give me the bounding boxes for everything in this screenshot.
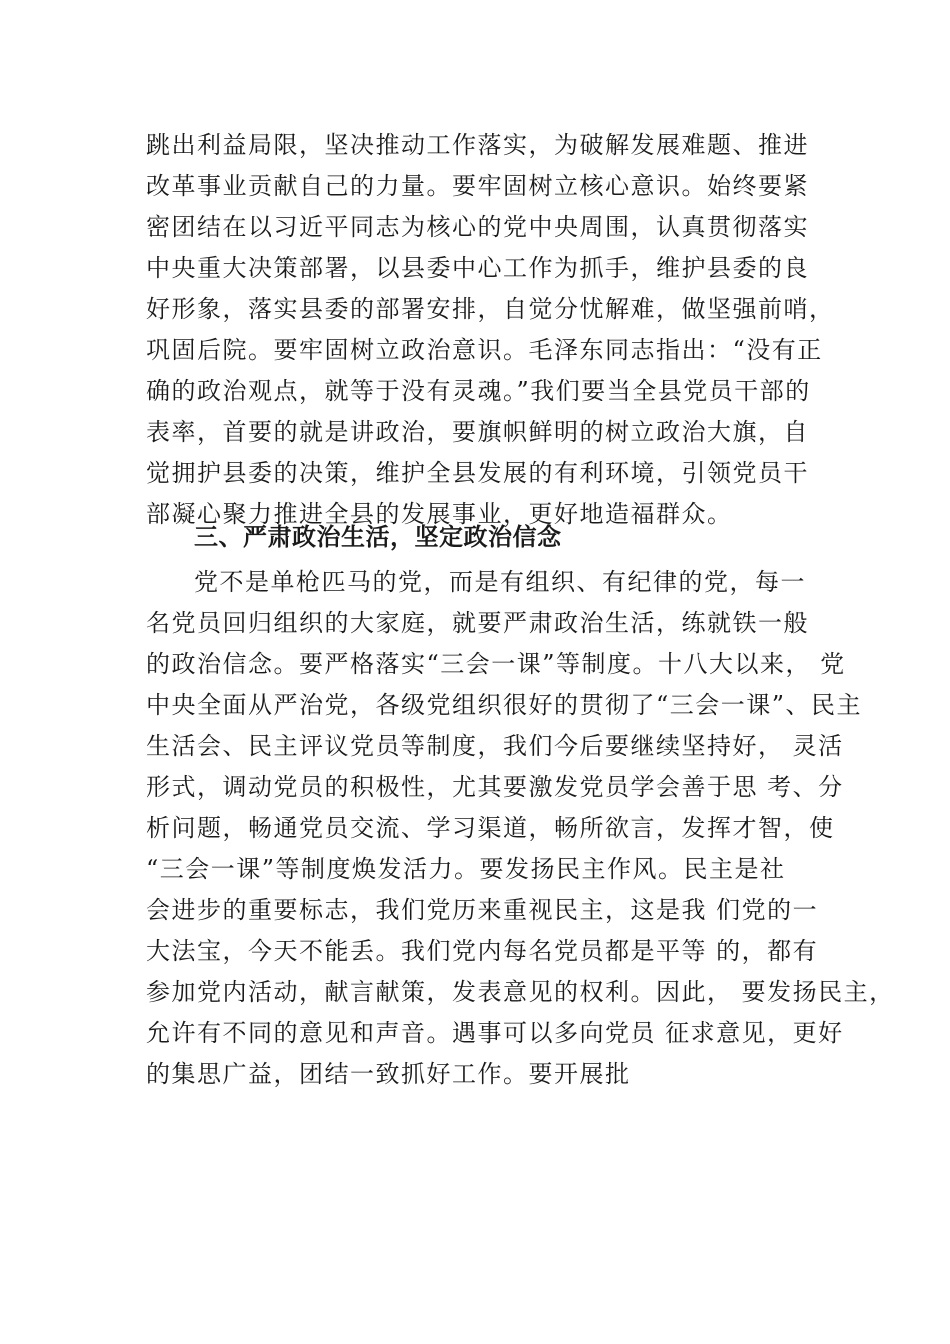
paragraph-line: 析问题，畅通党员交流、学习渠道，畅所欲言，发挥才智，使 <box>146 814 835 842</box>
paragraph-line: 会进步的重要标志，我们党历来重视民主，这是我 们党的一 <box>146 896 819 924</box>
section-heading: 三、严肃政治生活，坚定政治信念 <box>194 523 562 551</box>
paragraph-line: 的政治信念。要严格落实“三会一课”等制度。十八大以来， 党 <box>146 650 846 678</box>
paragraph-line: 中央全面从严治党，各级党组织很好的贯彻了“三会一课”、民主 <box>146 691 863 719</box>
paragraph-line: 中央重大决策部署，以县委中心工作为抓手，维护县委的良 <box>146 254 809 282</box>
paragraph-line: “三会一课”等制度焕发活力。要发扬民主作风。民主是社 <box>146 855 786 883</box>
paragraph-line: 改革事业贡献自己的力量。要牢固树立核心意识。始终要紧 <box>146 172 809 200</box>
paragraph-line: 形式，调动党员的积极性，尤其要激发党员学会善于思 考、分 <box>146 773 844 801</box>
paragraph-line: 跳出利益局限，坚决推动工作落实，为破解发展难题、推进 <box>146 131 809 159</box>
paragraph-line: 参加党内活动，献言献策，发表意见的权利。因此， 要发扬民主， <box>146 978 895 1006</box>
paragraph-line: 允许有不同的意见和声音。遇事可以多向党员 征求意见，更好 <box>146 1019 844 1047</box>
paragraph-line: 党不是单枪匹马的党，而是有组织、有纪律的党，每一 <box>194 568 806 596</box>
paragraph-line: 大法宝，今天不能丢。我们党内每名党员都是平等 的，都有 <box>146 937 819 965</box>
paragraph-line: 确的政治观点，就等于没有灵魂。”我们要当全县党员干部的 <box>146 377 811 405</box>
paragraph-line: 巩固后院。要牢固树立政治意识。毛泽东同志指出：“没有正 <box>146 336 823 364</box>
paragraph-line: 名党员回归组织的大家庭，就要严肃政治生活，练就铁一般 <box>146 609 809 637</box>
paragraph-line: 表率，首要的就是讲政治，要旗帜鲜明的树立政治大旗，自 <box>146 418 809 446</box>
paragraph-line: 好形象，落实县委的部署安排，自觉分忧解难，做坚强前哨， <box>146 295 835 323</box>
paragraph-line: 密团结在以习近平同志为核心的党中央周围，认真贯彻落实 <box>146 213 809 241</box>
paragraph-line: 生活会、民主评议党员等制度，我们今后要继续坚持好， 灵活 <box>146 732 844 760</box>
paragraph-line: 的集思广益，团结一致抓好工作。要开展批 <box>146 1060 631 1088</box>
paragraph-line: 觉拥护县委的决策，维护全县发展的有利环境，引领党员干 <box>146 459 809 487</box>
paragraph-line: 部凝心聚力推进全县的发展事业，更好地造福群众。 <box>146 500 733 528</box>
